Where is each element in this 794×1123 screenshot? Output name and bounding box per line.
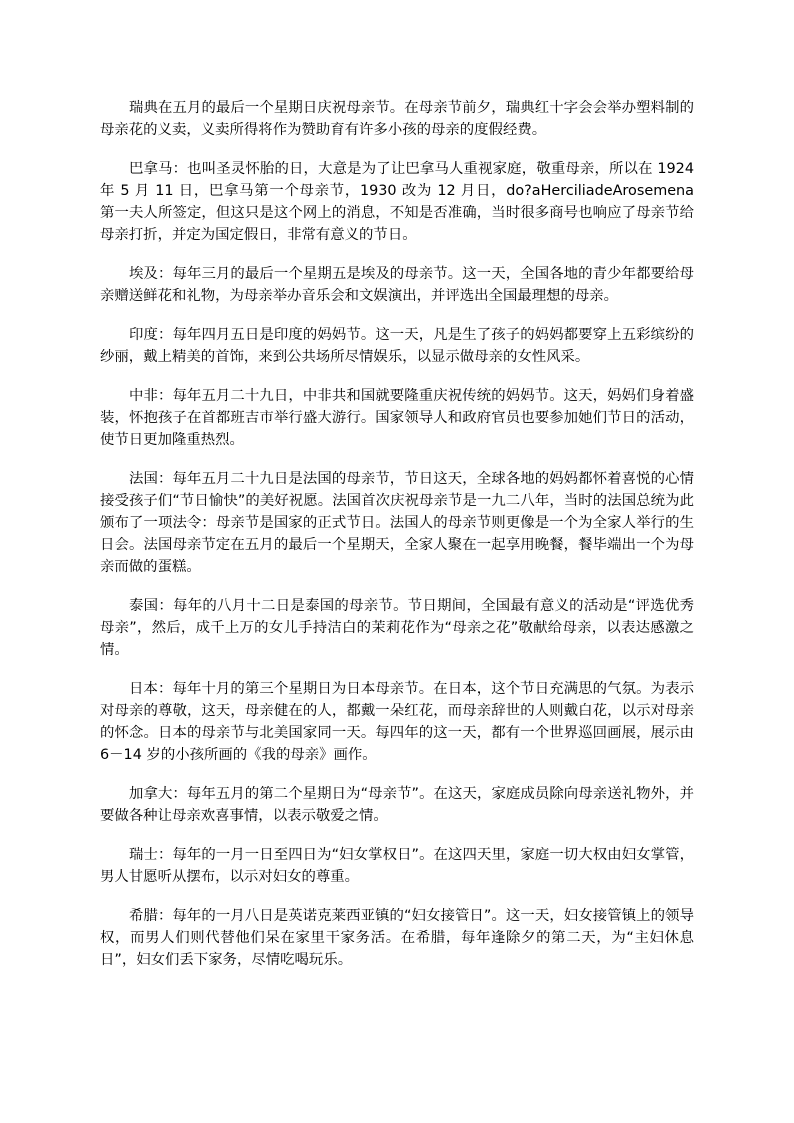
paragraph-japan: 日本：每年十月的第三个星期日为日本母亲节。在日本，这个节日充满思的气氛。为表示对母亲的尊敬，这天，母亲健在的人，都戴一朵红花，而母亲辞世的人则戴白花，以示对母亲的怀念。日本的母亲节与北美国家同一天。每四年的这一天，都有一个世界巡回画展，展示由 6－14 岁的小孩所画的《我的母亲》画作。 xyxy=(100,681,694,763)
document-body xyxy=(100,97,694,988)
paragraph-france: 法国：每年五月二十九日是法国的母亲节，节日这天，全球各地的妈妈都怀着喜悦的心情接受孩子们“节日愉快”的美好祝愿。法国首次庆祝母亲节是一九二八年，当时的法国总统为此颁布了一项法令：母亲节是国家的正式节日。法国人的母亲节则更像是一个为全家人举行的生日会。法国母亲节定在五月的最后一个星期天，全家人聚在一起享用晚餐，餐毕端出一个为母亲而做的蛋糕。 xyxy=(100,471,694,575)
paragraph-thailand: 泰国：每年的八月十二日是泰国的母亲节。节日期间，全国最有意义的活动是“评选优秀母亲”，然后，成千上万的女儿手持洁白的茉莉花作为“母亲之花”敬献给母亲，以表达感激之情。 xyxy=(100,598,694,658)
paragraph-sweden: 瑞典在五月的最后一个星期日庆祝母亲节。在母亲节前夕，瑞典红十字会会举办塑料制的母亲花的义卖，义卖所得将作为赞助育有许多小孩的母亲的度假经费。 xyxy=(100,100,694,138)
paragraph-panama: 巴拿马：也叫圣灵怀胎的日，大意是为了让巴拿马人重视家庭，敬重母亲，所以在 1924 年 5 月 11 日，巴拿马第一个母亲节，1930 改为 12 月日，do?aHerciliadeArosemena 第一夫人所签定，但这只是这个网上的消息，不知是否准确，当时很多商号也响应了母亲节给母亲打折，并定为国定假日，非常有意义的节日。 xyxy=(100,161,694,243)
paragraph-canada: 加拿大：每年五月的第二个星期日为“母亲节”。在这天，家庭成员除向母亲送礼物外，并要做各种让母亲欢喜事情，以表示敬爱之情。 xyxy=(100,786,694,824)
paragraph-egypt: 埃及：每年三月的最后一个星期五是埃及的母亲节。这一天，全国各地的青少年都要给母亲赠送鲜花和礼物，为母亲举办音乐会和文娱演出，并评选出全国最理想的母亲。 xyxy=(100,266,694,304)
paragraph-greece: 希腊：每年的一月八日是英诺克莱西亚镇的“妇女接管日”。这一天，妇女接管镇上的领导权，而男人们则代替他们呆在家里干家务活。在希腊，每年逢除夕的第二天，为“主妇休息日”，妇女们丢下家务，尽情吃喝玩乐。 xyxy=(100,908,694,968)
paragraph-india: 印度：每年四月五日是印度的妈妈节。这一天，凡是生了孩子的妈妈都要穿上五彩缤纷的纱丽，戴上精美的首饰，来到公共场所尽情娱乐，以显示做母亲的女性风采。 xyxy=(100,327,694,365)
paragraph-switzerland: 瑞士：每年的一月一日至四日为“妇女掌权日”。在这四天里，家庭一切大权由妇女掌管，男人甘愿听从摆布，以示对妇女的尊重。 xyxy=(100,847,694,885)
paragraph-central-africa: 中非：每年五月二十九日，中非共和国就要隆重庆祝传统的妈妈节。这天，妈妈们身着盛装，怀抱孩子在首都班吉市举行盛大游行。国家领导人和政府官员也要参加她们节日的活动，使节日更加隆重热烈。 xyxy=(100,388,694,448)
